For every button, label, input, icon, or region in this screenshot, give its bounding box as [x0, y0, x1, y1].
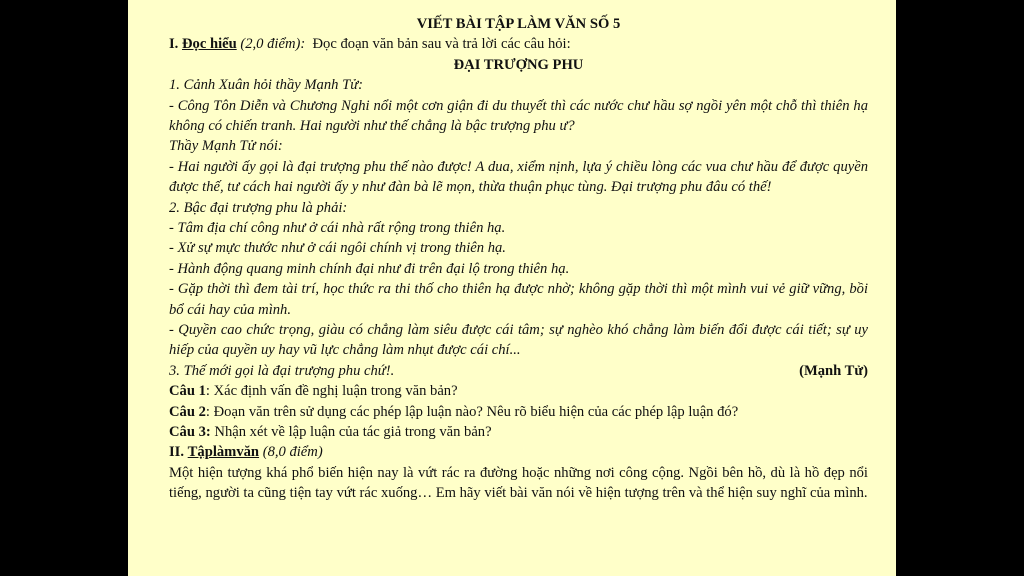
- section1-instruction: Đọc đoạn văn bản sau và trả lời các câu hỏi:: [312, 36, 571, 53]
- document-title: VIẾT BÀI TẬP LÀM VĂN SỐ 5: [416, 16, 621, 32]
- section2-score: (8,0 điểm): [262, 444, 323, 461]
- section1-heading: I. Đọc hiểu (2,0 điểm): Đọc đoạn văn bản sau và trả lời các câu hỏi:: [169, 36, 571, 53]
- section2-heading: II. Tậplàmvăn (8,0 điểm): [169, 444, 323, 461]
- document-page: [128, 0, 896, 576]
- passage-p2-item: - Tâm địa chí công như ở cái nhà rất rộng trong thiên hạ.: [169, 219, 506, 236]
- passage-title: ĐẠI TRƯỢNG PHU: [453, 56, 584, 73]
- passage-p2-item: - Gặp thời thì đem tài trí, học thức ra thi thố cho thiên hạ được nhờ; không gặp thời thì một mình vui vẻ giữ vững, bồi bổ cái hay của mình.: [169, 281, 868, 318]
- question-1: Câu 1: Xác định vấn đề nghị luận trong văn bản?: [169, 383, 458, 400]
- section1-name: Đọc hiểu: [181, 36, 237, 53]
- passage-p2-item: - Quyền cao chức trọng, giàu có chẳng làm siêu được cái tâm; sự nghèo khó chẳng làm biến đổi được cái tiết; sự uy hiếp của quyền uy hay vũ lực chẳng làm nhụt được cái chí...: [169, 321, 868, 359]
- passage-p1-reply-heading: Thầy Mạnh Tử nói:: [169, 138, 283, 155]
- section1-score: (2,0 điểm):: [240, 36, 306, 53]
- passage-p1-heading: 1. Cảnh Xuân hỏi thầy Mạnh Tử:: [169, 77, 364, 94]
- passage-p2-item: - Hành động quang minh chính đại như đi trên đại lộ trong thiên hạ.: [169, 260, 570, 277]
- passage-p2-heading: 2. Bậc đại trượng phu là phải:: [169, 199, 348, 216]
- passage-p1-text: - Công Tôn Diễn và Chương Nghi nổi một cơn giận đi du thuyết thì các nước chư hầu sợ ngồi yên một chỗ thì thiên hạ không có chiến tranh. Hai người như thế chẳng là bậc trượng phu ư?: [169, 97, 868, 134]
- passage-p3-row: [169, 361, 868, 381]
- question-3: Câu 3: Nhận xét về lập luận của tác giả trong văn bản?: [169, 423, 492, 440]
- passage-p1-reply: - Hai người ấy gọi là đại trượng phu thế nào được! A dua, xiểm nịnh, lựa ý chiều lòng các vua chư hầu để được quyền được thế, tư cách hai người ấy y như đàn bà lẽ mọn, thừa thuận phục tùng. Đại trượng phu đâu có thế!: [169, 158, 868, 196]
- passage-author: (Mạnh Tử): [799, 362, 868, 379]
- passage-p3: 3. Thế mới gọi là đại trượng phu chứ!.: [169, 362, 395, 379]
- passage-p2-item: - Xử sự mực thước như ở cái ngôi chính vị trong thiên hạ.: [169, 240, 506, 257]
- section2-name: Tậplàmvăn: [187, 444, 260, 461]
- section2-prompt: Một hiện tượng khá phổ biến hiện nay là vứt rác ra đường hoặc những nơi công cộng. Ngồi bên hồ, dù là hồ đẹp nổi tiếng, người ta cũng tiện tay vứt rác xuống… Em hãy viết bài văn nói về hiện tượng trên và thể hiện suy nghĩ của mình.: [169, 464, 868, 502]
- question-2: Câu 2: Đoạn văn trên sử dụng các phép lập luận nào? Nêu rõ biểu hiện của các phép lập luận đó?: [169, 403, 739, 420]
